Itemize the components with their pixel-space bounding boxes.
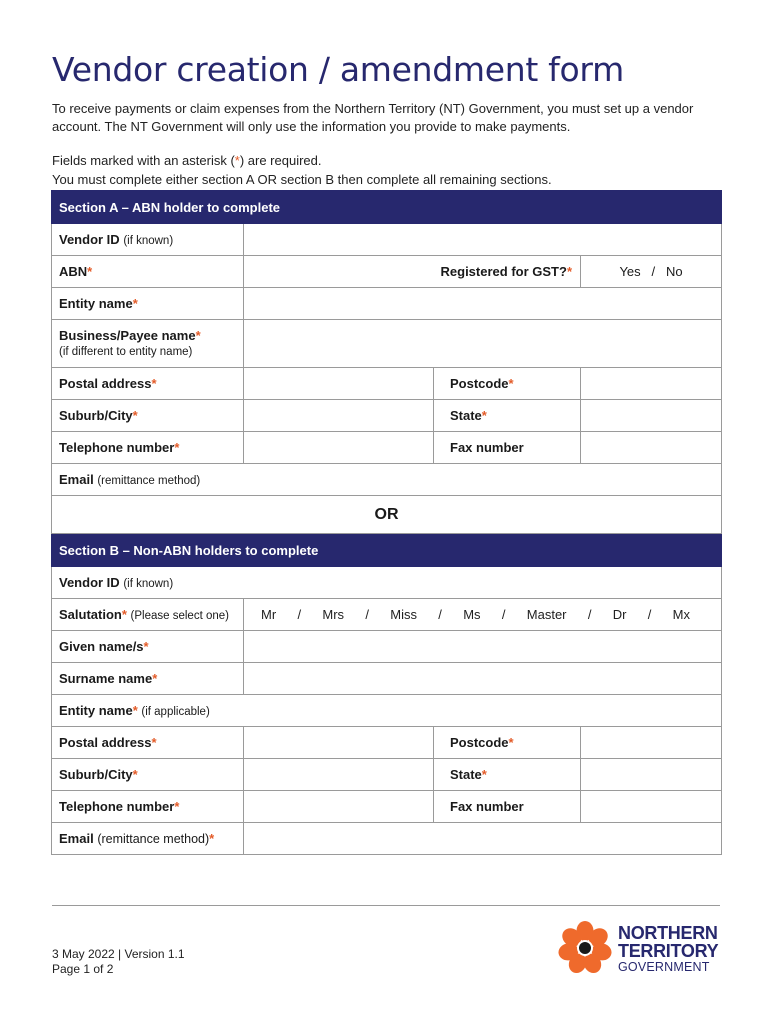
label-text: Given name/s: [59, 639, 144, 654]
label-text: Vendor ID: [59, 232, 120, 247]
abn-label: [52, 256, 244, 288]
label-text: State: [450, 408, 482, 423]
asterisk: *: [132, 296, 138, 311]
salutation-option[interactable]: Master: [526, 607, 567, 622]
footer-page: Page 1 of 2: [52, 962, 114, 976]
label-text: Business/Payee name: [59, 327, 196, 343]
label-text: Email: [59, 831, 94, 846]
label-text: Entity name: [59, 296, 133, 311]
surname-field[interactable]: [244, 663, 722, 695]
entity-name-label-a: [52, 288, 244, 320]
intro-text: To receive payments or claim expenses from the Northern Territory (NT) Government, you must set up a vendor account. The NT Government will only use the information you provide to make payments.: [52, 101, 694, 134]
fax-field-b[interactable]: [581, 791, 722, 823]
label-text: State: [450, 767, 482, 782]
given-names-field[interactable]: [244, 631, 722, 663]
postcode-label-a: [434, 368, 581, 400]
flower-icon: [556, 918, 616, 978]
label-note: (remittance method): [97, 475, 201, 487]
salutation-separator: /: [587, 607, 592, 622]
telephone-field-a[interactable]: [244, 432, 434, 464]
asterisk: *: [174, 440, 180, 455]
asterisk: *: [566, 264, 572, 279]
label-text: Postal address: [59, 735, 152, 750]
entity-name-field-a[interactable]: [244, 288, 722, 320]
gst-options[interactable]: Yes / No: [581, 256, 722, 288]
salutation-separator: /: [297, 607, 302, 622]
business-name-field[interactable]: [244, 320, 722, 368]
asterisk: *: [151, 735, 157, 750]
label-text: Postal address: [59, 376, 152, 391]
salutation-label: [52, 599, 244, 631]
label-note: (if applicable): [141, 706, 210, 718]
postcode-label-b: [434, 727, 581, 759]
business-name-label: [52, 320, 244, 368]
required-note-text: Fields marked with an asterisk (: [52, 153, 235, 168]
state-label-a: [434, 400, 581, 432]
salutation-option[interactable]: Ms: [463, 607, 481, 622]
label-text: Suburb/City: [59, 408, 133, 423]
salutation-option[interactable]: Mr: [261, 607, 277, 622]
page-title: Vendor creation / amendment form: [52, 50, 624, 89]
salutation-separator: /: [438, 607, 442, 622]
label-note: (Please select one): [130, 610, 229, 622]
salutation-option[interactable]: Mrs: [322, 607, 345, 622]
label-text: Postcode: [450, 376, 509, 391]
postal-address-label-b: [52, 727, 244, 759]
label-text: ABN: [59, 264, 88, 279]
or-divider: OR: [52, 496, 722, 534]
logo-line-2: TERRITORY: [618, 941, 719, 961]
label-note: (if known): [123, 578, 174, 590]
postal-address-label-a: [52, 368, 244, 400]
given-names-label: [52, 631, 244, 663]
suburb-label-a: [52, 400, 244, 432]
abn-field[interactable]: [244, 256, 581, 288]
logo-line-3: GOVERNMENT: [618, 960, 710, 974]
vendor-id-label-a: [52, 224, 244, 256]
gst-label: [441, 264, 572, 279]
label-text: Postcode: [450, 735, 509, 750]
asterisk: *: [132, 703, 138, 718]
suburb-label-b: [52, 759, 244, 791]
label-text: Suburb/City: [59, 767, 133, 782]
telephone-field-b[interactable]: [244, 791, 434, 823]
salutation-separator: /: [647, 607, 652, 622]
asterisk: *: [481, 767, 487, 782]
section-b-heading: Section B – Non-ABN holders to complete: [52, 534, 722, 567]
label-text: Vendor ID: [59, 575, 120, 590]
asterisk: *: [151, 376, 157, 391]
label-text: Registered for GST?: [440, 264, 567, 279]
fax-field-a[interactable]: [581, 432, 722, 464]
asterisk: *: [195, 327, 201, 343]
salutation-options[interactable]: [244, 599, 722, 631]
state-field-b[interactable]: [581, 759, 722, 791]
state-label-b: [434, 759, 581, 791]
footer: [52, 947, 185, 977]
email-field-a[interactable]: [52, 464, 722, 496]
asterisk: *: [481, 408, 487, 423]
required-note-text-end: ) are required.: [239, 153, 322, 168]
asterisk: *: [132, 767, 138, 782]
suburb-field-a[interactable]: [244, 400, 434, 432]
label-text: Surname name: [59, 671, 153, 686]
label-note: (remittance method): [97, 832, 210, 846]
footer-divider: [52, 905, 720, 906]
nt-government-logo: [556, 918, 722, 978]
instruction-text: You must complete either section A OR section B then complete all remaining sections.: [52, 172, 552, 187]
telephone-label-a: [52, 432, 244, 464]
salutation-separator: /: [365, 607, 369, 622]
asterisk: *: [508, 376, 514, 391]
entity-name-field-b[interactable]: [52, 695, 722, 727]
label-text: Telephone number: [59, 440, 175, 455]
section-a-table: [51, 190, 722, 855]
postcode-field-a[interactable]: [581, 368, 722, 400]
fax-label-a: Fax number: [434, 432, 581, 464]
fax-label-b: Fax number: [434, 791, 581, 823]
postal-address-field-a[interactable]: [244, 368, 434, 400]
label-text: Telephone number: [59, 799, 175, 814]
asterisk: *: [174, 799, 180, 814]
suburb-field-b[interactable]: [244, 759, 434, 791]
asterisk: *: [132, 408, 138, 423]
asterisk: *: [508, 735, 514, 750]
required-note: [52, 153, 322, 168]
telephone-label-b: [52, 791, 244, 823]
label-note: (if known): [123, 235, 174, 247]
email-field-b[interactable]: [244, 823, 722, 855]
postcode-field-b[interactable]: [581, 727, 722, 759]
postal-address-field-b[interactable]: [244, 727, 434, 759]
asterisk: *: [143, 639, 149, 654]
asterisk: *: [87, 264, 93, 279]
asterisk: *: [121, 607, 127, 622]
asterisk: *: [234, 153, 240, 168]
label-text: Salutation: [59, 607, 122, 622]
email-label-b: [52, 823, 244, 855]
salutation-option[interactable]: Mx: [672, 607, 691, 622]
label-note: (if different to entity name): [59, 345, 193, 358]
asterisk: *: [152, 671, 158, 686]
logo-line-1: NORTHERN: [618, 923, 718, 943]
label-text: Email: [59, 472, 94, 487]
state-field-a[interactable]: [581, 400, 722, 432]
vendor-id-field-b[interactable]: [52, 567, 722, 599]
salutation-option[interactable]: Miss: [390, 607, 417, 622]
asterisk: *: [209, 831, 215, 846]
salutation-separator: /: [501, 607, 506, 622]
salutation-option[interactable]: Dr: [612, 607, 627, 622]
vendor-id-field-a[interactable]: [244, 224, 722, 256]
footer-date-version: 3 May 2022 | Version 1.1: [52, 947, 185, 961]
section-a-heading: Section A – ABN holder to complete: [52, 191, 722, 224]
surname-label: [52, 663, 244, 695]
label-text: Entity name: [59, 703, 133, 718]
